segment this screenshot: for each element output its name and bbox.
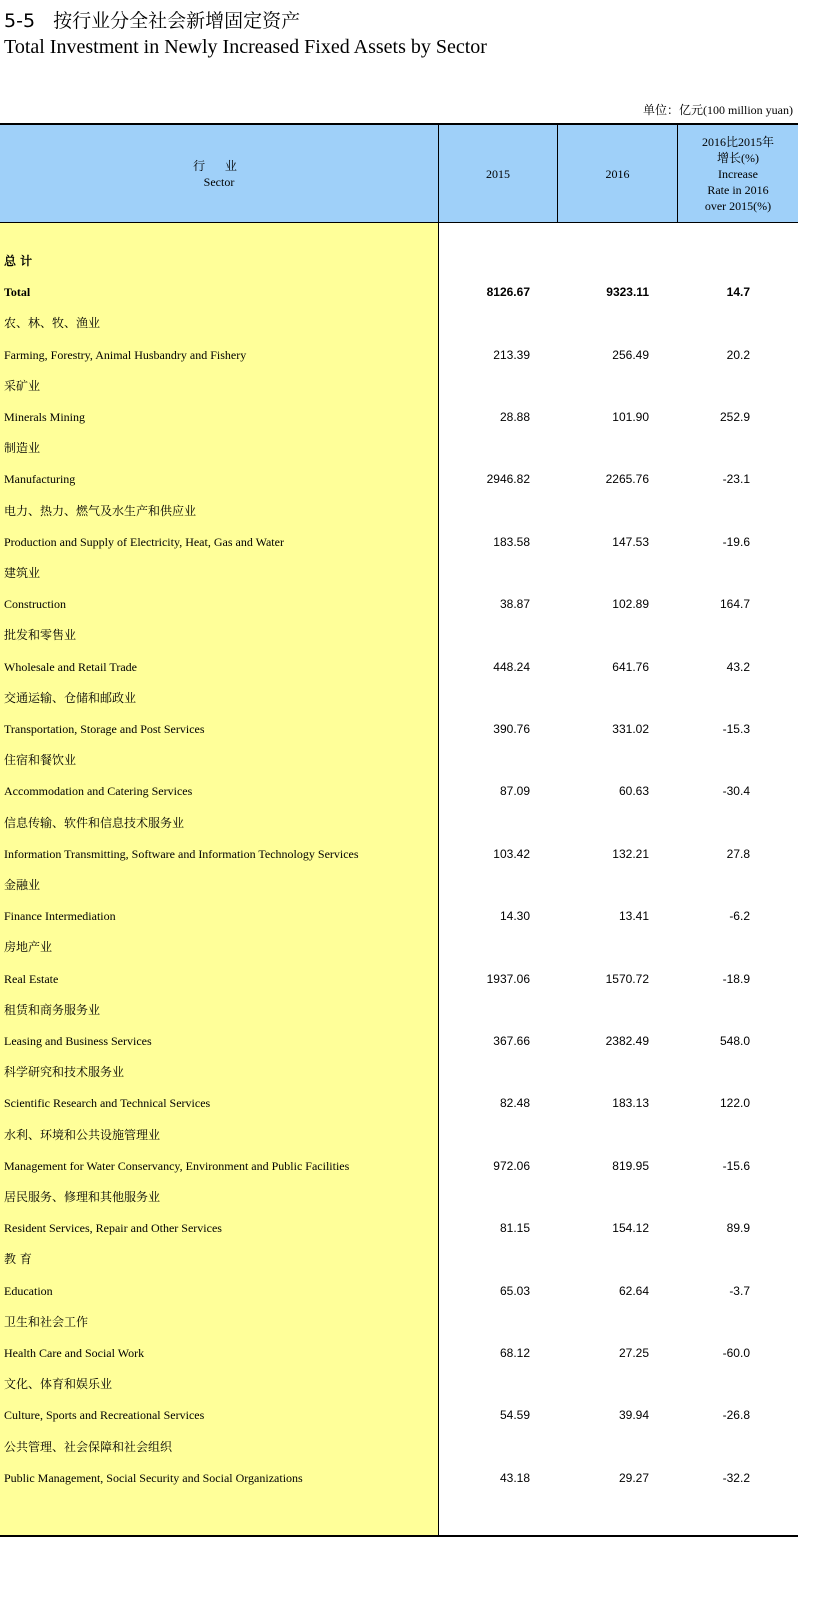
sector-label-en: Farming, Forestry, Animal Husbandry and Fishery <box>4 347 247 362</box>
sector-label-en: Leasing and Business Services <box>4 1034 152 1048</box>
value-2015: 183.58 <box>493 534 530 549</box>
value-2015: 81.15 <box>499 1221 530 1236</box>
sector-label-cn: 水利、环境和公共设施管理业 <box>4 1127 161 1142</box>
value-2016: 13.41 <box>618 909 649 924</box>
value-increase-rate: 14.7 <box>726 285 750 300</box>
sector-label-en: Real Estate <box>4 971 59 986</box>
table-row-cn <box>0 558 798 589</box>
table-row <box>0 964 798 995</box>
sector-label-cn: 总 计 <box>4 254 33 268</box>
sector-label-cn: 科学研究和技术服务业 <box>4 1065 125 1080</box>
sector-label-en: Resident Services, Repair and Other Services <box>4 1221 222 1236</box>
sector-label-en: Information Transmitting, Software and Information Technology Services <box>4 846 359 861</box>
unit-label: 单位：亿元(100 million yuan) <box>643 103 793 117</box>
value-2015: 87.09 <box>499 784 530 799</box>
sector-label-cn: 采矿业 <box>4 378 41 393</box>
value-increase-rate: -19.6 <box>722 534 750 549</box>
value-increase-rate: -32.2 <box>722 1470 750 1485</box>
table-row-cn <box>0 683 798 714</box>
value-increase-rate: 89.9 <box>726 1221 750 1236</box>
value-increase-rate: 164.7 <box>719 597 750 612</box>
value-increase-rate: -15.6 <box>722 1158 750 1173</box>
sector-label-cn: 农、林、牧、渔业 <box>4 316 101 331</box>
value-increase-rate: 43.2 <box>726 659 750 674</box>
table-row <box>0 1463 798 1494</box>
sector-label-cn: 制造业 <box>4 441 41 456</box>
sector-label-cn: 建筑业 <box>4 566 41 580</box>
table-row-cn <box>0 995 798 1026</box>
header-sector: 行 业 Sector <box>193 159 245 189</box>
sector-label-cn: 卫生和社会工作 <box>4 1314 89 1329</box>
sector-label-en: Wholesale and Retail Trade <box>4 659 137 674</box>
sector-label-cn: 公共管理、社会保障和社会组织 <box>4 1439 173 1454</box>
table-row <box>0 340 798 371</box>
value-2015: 54.59 <box>499 1408 530 1423</box>
value-2015: 82.48 <box>499 1096 530 1111</box>
value-increase-rate: -60.0 <box>722 1346 750 1360</box>
table-row-cn <box>0 433 798 464</box>
value-increase-rate: -6.2 <box>729 909 750 924</box>
value-2015: 28.88 <box>499 410 530 424</box>
table-row-cn <box>0 1369 798 1400</box>
value-2015: 68.12 <box>499 1346 530 1360</box>
sector-label-en: Production and Supply of Electricity, Heat, Gas and Water <box>4 534 284 549</box>
value-2015: 367.66 <box>493 1034 530 1048</box>
table-row <box>0 1400 798 1431</box>
sector-label-en: Accommodation and Catering Services <box>4 784 193 799</box>
value-2016: 2265.76 <box>605 472 649 487</box>
table-row <box>0 652 798 683</box>
table-row <box>0 277 798 308</box>
sector-label-cn: 教 育 <box>4 1252 32 1267</box>
table-row <box>0 1276 798 1307</box>
value-2016: 641.76 <box>612 659 649 674</box>
value-2016: 101.90 <box>612 410 649 424</box>
value-2016: 27.25 <box>618 1346 649 1360</box>
sector-label-cn: 信息传输、软件和信息技术服务业 <box>4 815 185 830</box>
sector-label-en: Management for Water Conservancy, Environment and Public Facilities <box>4 1158 350 1173</box>
value-2016: 147.53 <box>612 534 649 549</box>
value-increase-rate: -23.1 <box>722 472 750 487</box>
value-increase-rate: -15.3 <box>722 722 750 736</box>
value-increase-rate: -26.8 <box>722 1408 750 1423</box>
sector-label-cn: 电力、热力、燃气及水生产和供应业 <box>4 503 197 518</box>
value-increase-rate: 20.2 <box>726 347 750 362</box>
table-row-cn <box>0 308 798 339</box>
value-2015: 448.24 <box>493 659 530 674</box>
value-increase-rate: 122.0 <box>719 1096 750 1111</box>
sector-label-cn: 住宿和餐饮业 <box>4 753 77 768</box>
value-increase-rate: -30.4 <box>722 784 750 799</box>
sector-label-en: Manufacturing <box>4 472 76 487</box>
value-2016: 819.95 <box>612 1158 649 1173</box>
sector-label-en: Construction <box>4 597 66 612</box>
table-row <box>0 714 798 745</box>
table-row-cn <box>0 1182 798 1213</box>
table-row <box>0 1026 798 1057</box>
table-row-cn <box>0 1120 798 1151</box>
table-row-cn <box>0 246 798 277</box>
sector-label-cn: 房地产业 <box>4 940 53 955</box>
value-2015: 65.03 <box>499 1283 530 1298</box>
table-row-cn <box>0 870 798 901</box>
value-2015: 213.39 <box>493 347 530 362</box>
sector-label-en: Transportation, Storage and Post Services <box>4 722 205 736</box>
sector-label-en: Health Care and Social Work <box>4 1346 145 1360</box>
sector-label-en: Finance Intermediation <box>4 909 116 924</box>
sector-label-en: Education <box>4 1283 53 1298</box>
value-2015: 972.06 <box>493 1158 530 1173</box>
table-row-cn <box>0 1307 798 1338</box>
value-2016: 1570.72 <box>605 971 649 986</box>
sector-label-cn: 租赁和商务服务业 <box>4 1002 101 1017</box>
sector-label-en: Culture, Sports and Recreational Services <box>4 1408 205 1423</box>
value-2016: 2382.49 <box>605 1034 649 1048</box>
table-row <box>0 1213 798 1244</box>
table-row <box>0 402 798 433</box>
table-row-cn <box>0 1057 798 1088</box>
value-2015: 103.42 <box>493 846 530 861</box>
value-2016: 102.89 <box>612 597 649 612</box>
sector-label-cn: 居民服务、修理和其他服务业 <box>4 1190 161 1204</box>
sector-label-cn: 交通运输、仓储和邮政业 <box>4 690 137 705</box>
value-2016: 256.49 <box>612 347 649 362</box>
sector-label-en: Total <box>4 285 31 300</box>
table-row <box>0 839 798 870</box>
table-row-cn <box>0 496 798 527</box>
value-2016: 132.21 <box>612 846 649 861</box>
table-row-cn <box>0 808 798 839</box>
table-row-cn <box>0 932 798 963</box>
table-row <box>0 776 798 807</box>
table-row <box>0 1338 798 1369</box>
table-row <box>0 901 798 932</box>
value-2015: 390.76 <box>493 722 530 736</box>
value-2016: 154.12 <box>612 1221 649 1236</box>
data-table <box>0 123 798 1537</box>
sector-label-en: Scientific Research and Technical Services <box>4 1096 211 1111</box>
header-2015: 2015 <box>438 125 557 223</box>
value-2015: 38.87 <box>499 597 530 612</box>
value-2016: 39.94 <box>618 1408 649 1423</box>
value-2016: 60.63 <box>618 784 649 799</box>
sector-label-en: Public Management, Social Security and Social Organizations <box>4 1470 303 1485</box>
value-2015: 14.30 <box>499 909 530 924</box>
sector-label-cn: 文化、体育和娱乐业 <box>4 1377 113 1392</box>
table-row-cn <box>0 371 798 402</box>
table-row-cn <box>0 1244 798 1275</box>
table-row <box>0 464 798 495</box>
value-increase-rate: -3.7 <box>729 1283 750 1298</box>
value-increase-rate: 252.9 <box>719 410 750 424</box>
table-header <box>0 125 798 223</box>
table-row-cn <box>0 745 798 776</box>
value-2016: 62.64 <box>618 1283 649 1298</box>
table-row <box>0 589 798 620</box>
table-row <box>0 1151 798 1182</box>
value-2016: 9323.11 <box>606 285 649 300</box>
table-title-en: Total Investment in Newly Increased Fixed Assets by Sector <box>4 36 487 58</box>
table-title-cn: 5-5 按行业分全社会新增固定资产 <box>4 10 301 32</box>
value-increase-rate: -18.9 <box>722 971 750 986</box>
table-row <box>0 1088 798 1119</box>
value-2015: 2946.82 <box>486 472 530 487</box>
value-2016: 331.02 <box>612 722 649 736</box>
table-bottom-rule <box>0 1535 798 1537</box>
sector-label-cn: 批发和零售业 <box>4 628 77 643</box>
header-increase-rate: 2016比2015年 增长(%) Increase Rate in 2016 over 2015(%) <box>677 125 798 223</box>
value-2015: 43.18 <box>499 1470 530 1485</box>
sector-label-en: Minerals Mining <box>4 410 85 424</box>
value-2016: 183.13 <box>612 1096 649 1111</box>
table-row-cn <box>0 1432 798 1463</box>
value-increase-rate: 548.0 <box>719 1034 750 1048</box>
header-2016: 2016 <box>557 125 677 223</box>
value-2015: 8126.67 <box>486 285 530 300</box>
sector-label-cn: 金融业 <box>4 878 41 892</box>
value-increase-rate: 27.8 <box>726 846 750 861</box>
table-row-cn <box>0 620 798 651</box>
value-2016: 29.27 <box>618 1470 649 1485</box>
table-row <box>0 527 798 558</box>
value-2015: 1937.06 <box>486 971 530 986</box>
